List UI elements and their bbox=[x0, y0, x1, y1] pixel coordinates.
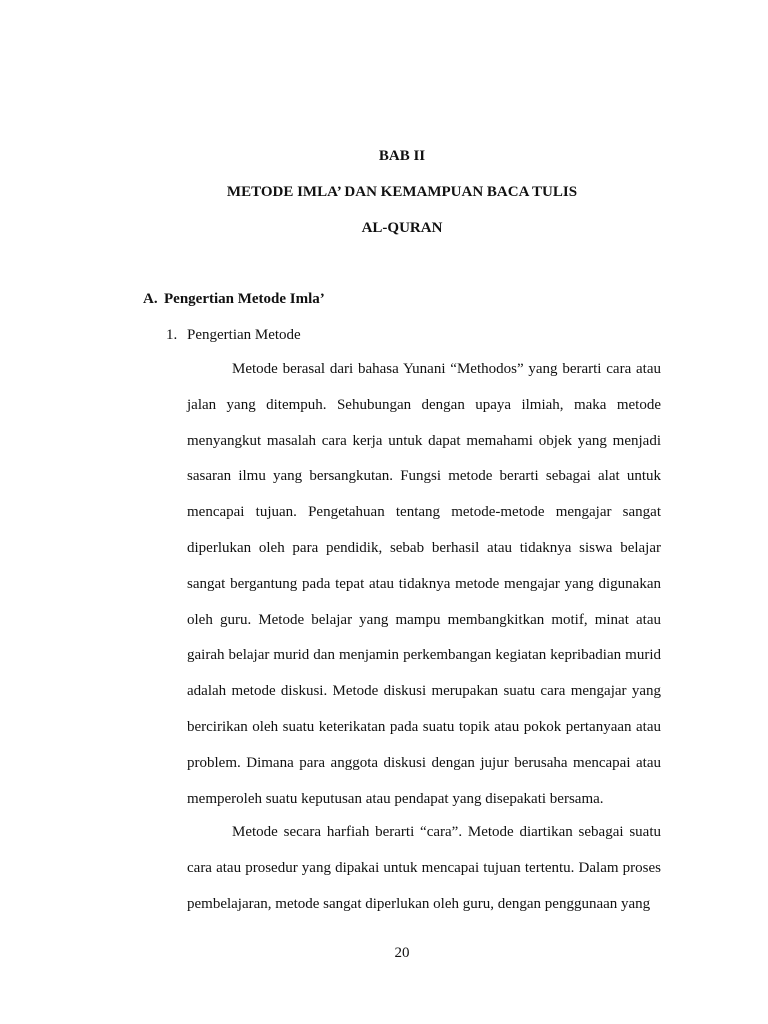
chapter-heading: BAB II bbox=[378, 148, 426, 164]
page-number: 20 bbox=[394, 945, 410, 961]
section-heading bbox=[143, 290, 325, 308]
body-paragraph: Metode secara harfiah berarti “cara”. Metode diartikan sebagai suatu cara atau prosedur yang dipakai untuk mencapai tujuan tertentu. Dalam proses pembelajaran, metode sangat diperlukan oleh guru, dengan penggunaan yang bbox=[187, 824, 661, 912]
chapter-title-line-2: AL-QURAN bbox=[361, 220, 443, 236]
subsection-title: Pengertian Metode bbox=[187, 327, 301, 343]
body-paragraph: Metode berasal dari bahasa Yunani “Methodos” yang berarti cara atau jalan yang ditempuh. Sehubungan dengan upaya ilmiah, maka metode menyangkut masalah cara kerja untuk dapat memahami objek yang menjadi sasaran ilmu yang bersangkutan. Fungsi metode berarti sebagai alat untuk mencapai tujuan. Pengetahuan tentang metode-metode mengajar sangat diperlukan oleh para pendidik, sebab berhasil atau tidaknya siswa belajar sangat bergantung pada tepat atau tidaknya metode mengajar yang digunakan oleh guru. Metode belajar yang mampu membangkitkan motif, minat atau gairah belajar murid dan menjamin perkembangan kegiatan kepribadian murid adalah metode diskusi. Metode diskusi merupakan suatu cara mengajar yang bercirikan oleh suatu keterikatan pada suatu topik atau pokok pertanyaan atau problem. Dimana para anggota diskusi dengan jujur berusaha mencapai atau memperoleh suatu keputusan atau pendapat yang disepakati bersama. bbox=[187, 361, 661, 807]
subsection-number: 1. bbox=[166, 327, 178, 343]
section-number: A. bbox=[143, 291, 158, 307]
section-title: Pengertian Metode Imla’ bbox=[164, 291, 325, 307]
subsection-heading bbox=[166, 326, 301, 344]
chapter-title-line-1: METODE IMLA’ DAN KEMAMPUAN BACA TULIS bbox=[226, 184, 578, 200]
